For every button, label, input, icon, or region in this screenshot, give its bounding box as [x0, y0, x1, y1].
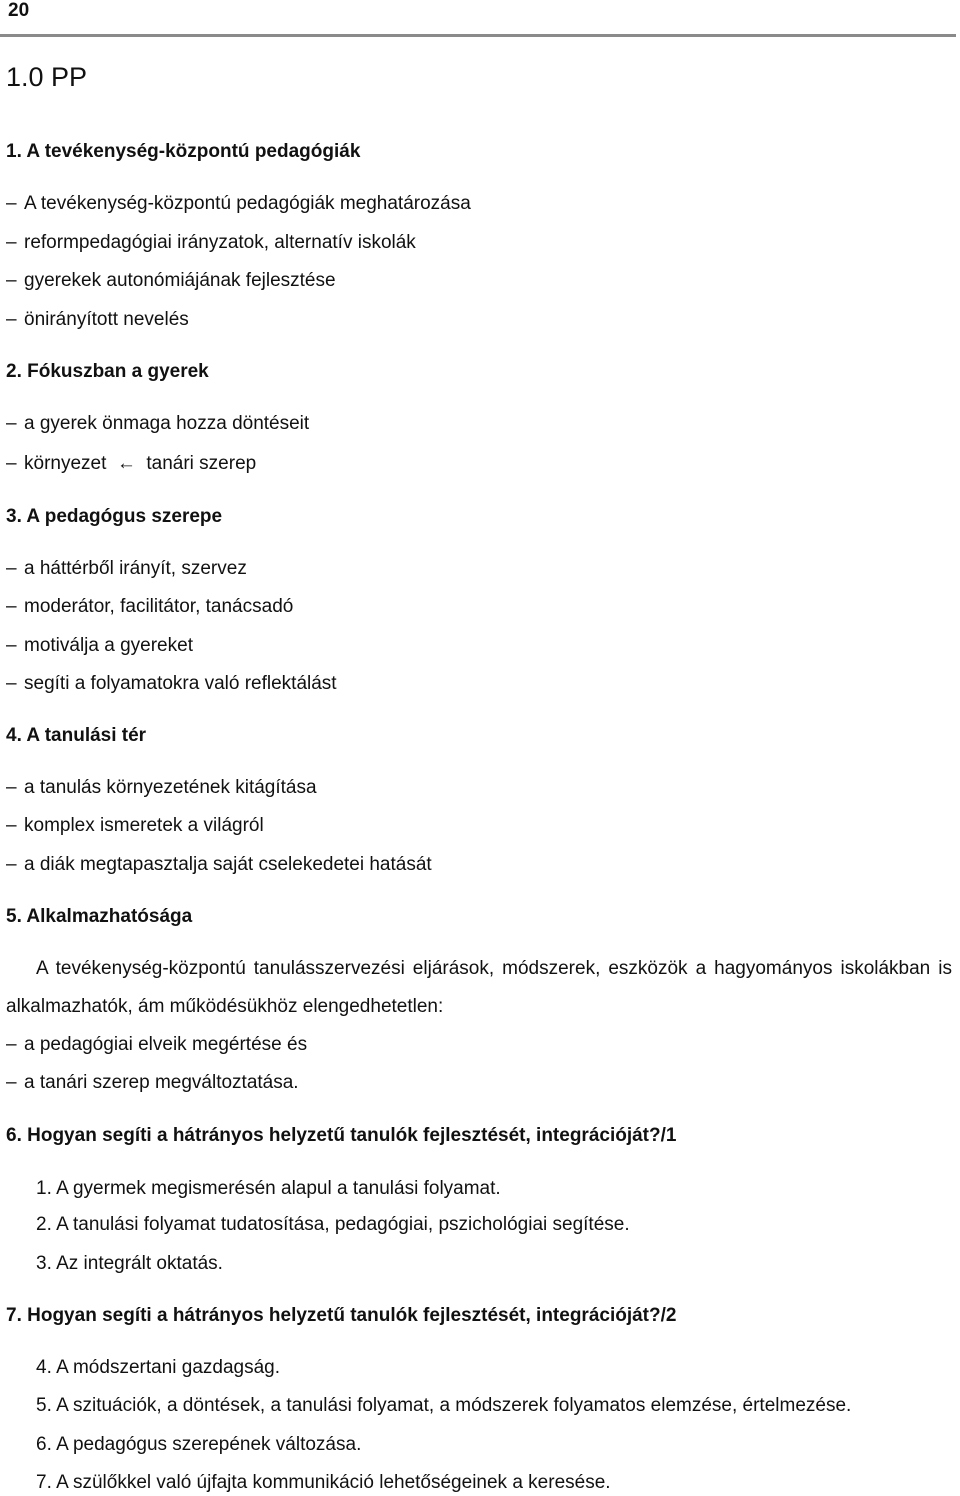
dash-bullet-icon: – [6, 815, 17, 836]
left-arrow-icon: ← [116, 453, 136, 474]
bullet-item: – komplex ismeretek a világról [6, 815, 264, 836]
bullet-item: – reformpedagógiai irányzatok, alternatív iskolák [6, 232, 416, 253]
dash-bullet-icon: – [6, 413, 17, 434]
dash-bullet-icon: – [6, 1072, 17, 1093]
dash-bullet-icon: – [6, 270, 17, 291]
dash-bullet-icon: – [6, 854, 17, 875]
numbered-item: 2. A tanulási folyamat tudatosítása, pedagógiai, pszichológiai segítése. [36, 1214, 630, 1235]
dash-bullet-icon: – [6, 558, 17, 579]
bullet-item: – a háttérből irányít, szervez [6, 558, 247, 579]
bullet-item: – motiválja a gyereket [6, 635, 193, 656]
section-heading: 1. A tevékenység-központú pedagógiák [6, 141, 361, 162]
arrow-right-text: tanári szerep [146, 453, 257, 474]
numbered-item: 4. A módszertani gazdagság. [36, 1357, 280, 1378]
dash-bullet-icon: – [6, 596, 17, 617]
section-heading: 4. A tanulási tér [6, 725, 147, 746]
bullet-item: – a diák megtapasztalja saját cselekedetei hatását [6, 854, 432, 875]
bullet-item: – segíti a folyamatokra való reflektálást [6, 673, 337, 694]
bullet-item: – a pedagógiai elveik megértése és [6, 1034, 308, 1055]
section-heading: 5. Alkalmazhatósága [6, 906, 193, 927]
numbered-item: 3. Az integrált oktatás. [36, 1253, 223, 1274]
section-heading: 2. Fókuszban a gyerek [6, 361, 209, 382]
arrow-left-text: környezet [24, 453, 107, 474]
section-heading: 6. Hogyan segíti a hátrányos helyzetű tanulók fejlesztését, integrációját?/1 [6, 1125, 677, 1146]
dash-bullet-icon: – [6, 309, 17, 330]
bullet-item: – önirányított nevelés [6, 309, 189, 330]
bullet-item [6, 453, 256, 475]
numbered-item: 1. A gyermek megismerésén alapul a tanulási folyamat. [36, 1178, 501, 1199]
dash-bullet-icon: – [6, 453, 17, 474]
dash-bullet-icon: – [6, 635, 17, 656]
bullet-item: – moderátor, facilitátor, tanácsadó [6, 596, 294, 617]
numbered-item: 5. A szituációk, a döntések, a tanulási folyamat, a módszerek folyamatos elemzése, értelmezése. [36, 1395, 852, 1416]
dash-bullet-icon: – [6, 232, 17, 253]
bullet-item: – a tanulás környezetének kitágítása [6, 777, 317, 798]
document-title: 1.0 PP [6, 62, 88, 92]
section-heading: 7. Hogyan segíti a hátrányos helyzetű tanulók fejlesztését, integrációját?/2 [6, 1305, 677, 1326]
dash-bullet-icon: – [6, 777, 17, 798]
bullet-item: – gyerekek autonómiájának fejlesztése [6, 270, 336, 291]
dash-bullet-icon: – [6, 193, 17, 214]
dash-bullet-icon: – [6, 673, 17, 694]
numbered-item: 7. A szülőkkel való újfajta kommunikáció lehetőségeinek a keresése. [36, 1472, 611, 1493]
bullet-item: – a tanári szerep megváltoztatása. [6, 1072, 299, 1093]
body-paragraph: A tevékenység-központú tanulásszervezési eljárások, módszerek, eszközök a hagyományos iskolákban is alkalmazhatók, ám működésükhöz elengedhetetlen: [6, 958, 952, 1017]
numbered-item: 6. A pedagógus szerepének változása. [36, 1434, 362, 1455]
bullet-item: – a gyerek önmaga hozza döntéseit [6, 413, 310, 434]
page-number: 20 [8, 0, 30, 21]
dash-bullet-icon: – [6, 1034, 17, 1055]
section-heading: 3. A pedagógus szerepe [6, 506, 223, 527]
header-divider [0, 34, 956, 37]
bullet-item: – A tevékenység-központú pedagógiák meghatározása [6, 193, 471, 214]
